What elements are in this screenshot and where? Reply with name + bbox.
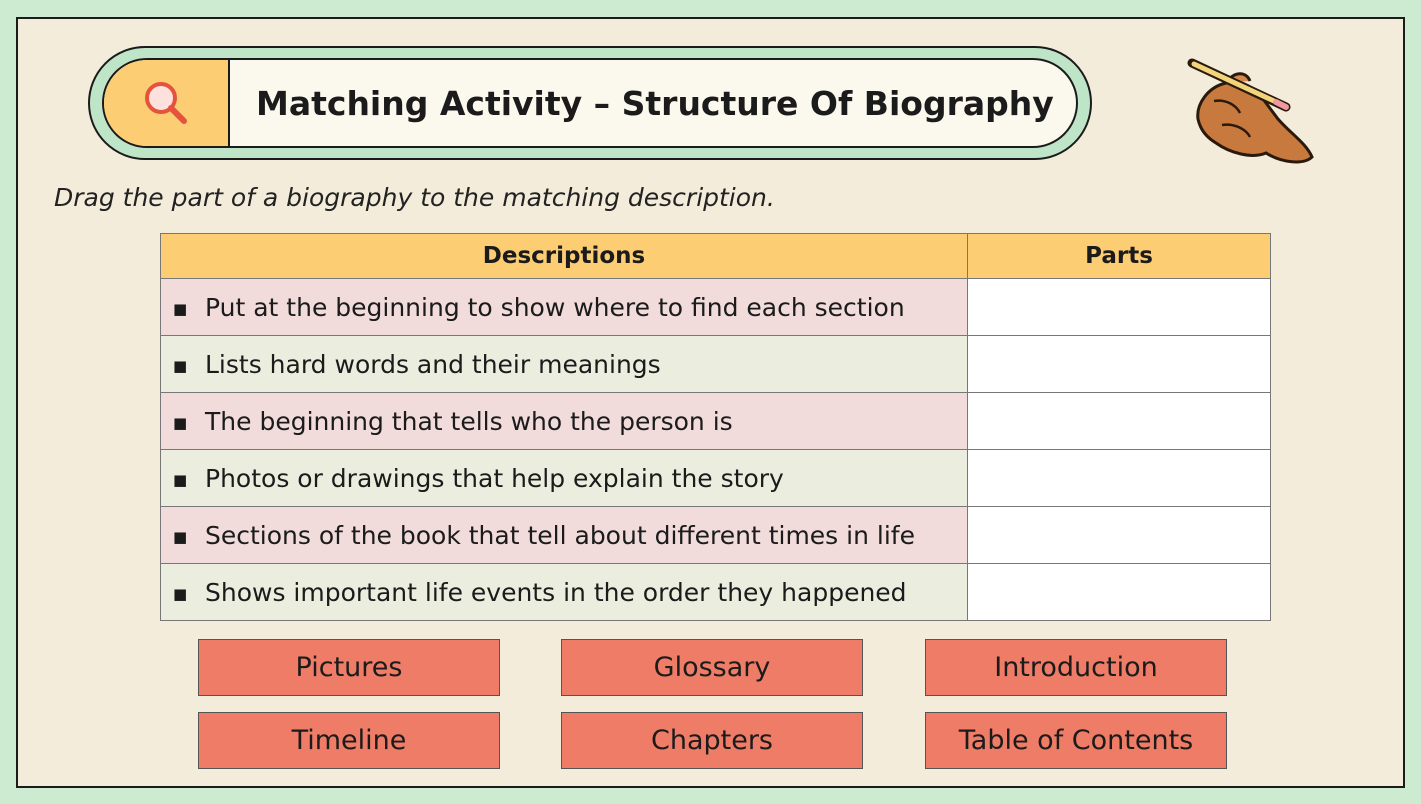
bullet-icon: ■ (173, 584, 188, 603)
description-text: Shows important life events in the order they happened (205, 577, 907, 607)
description-cell (161, 279, 968, 336)
part-drop-zone[interactable] (968, 393, 1271, 450)
table-row (161, 393, 1271, 450)
bullet-icon: ■ (173, 527, 188, 546)
part-drop-zone[interactable] (968, 279, 1271, 336)
matching-table (160, 233, 1271, 621)
title-banner (88, 46, 1092, 160)
option-glossary[interactable]: Glossary (561, 639, 863, 696)
part-drop-zone[interactable] (968, 507, 1271, 564)
option-chapters[interactable]: Chapters (561, 712, 863, 769)
table-row (161, 450, 1271, 507)
table-row (161, 336, 1271, 393)
option-timeline[interactable]: Timeline (198, 712, 500, 769)
activity-card (16, 17, 1405, 788)
description-text: Photos or drawings that help explain the story (205, 463, 784, 493)
hand-writing-icon (1178, 49, 1318, 167)
table-row (161, 564, 1271, 621)
description-text: Sections of the book that tell about different times in life (205, 520, 915, 550)
instruction-text: Drag the part of a biography to the matching description. (54, 183, 775, 212)
parts-header: Parts (968, 234, 1271, 279)
description-cell (161, 393, 968, 450)
description-text: Lists hard words and their meanings (205, 349, 661, 379)
description-cell (161, 450, 968, 507)
bullet-icon: ■ (173, 356, 188, 375)
bullet-icon: ■ (173, 470, 188, 489)
part-drop-zone[interactable] (968, 336, 1271, 393)
option-introduction[interactable]: Introduction (925, 639, 1227, 696)
descriptions-header: Descriptions (161, 234, 968, 279)
description-cell (161, 507, 968, 564)
part-drop-zone[interactable] (968, 564, 1271, 621)
bullet-icon: ■ (173, 413, 188, 432)
description-cell (161, 564, 968, 621)
search-icon-box (104, 60, 230, 146)
table-header-row (161, 234, 1271, 279)
title-banner-inner (102, 58, 1078, 148)
option-pictures[interactable]: Pictures (198, 639, 500, 696)
table-row (161, 279, 1271, 336)
description-cell (161, 336, 968, 393)
description-text: Put at the beginning to show where to find each section (205, 292, 905, 322)
bullet-icon: ■ (173, 299, 188, 318)
magnifier-icon (140, 77, 192, 129)
description-text: The beginning that tells who the person is (205, 406, 733, 436)
option-table-of-contents[interactable]: Table of Contents (925, 712, 1227, 769)
page-title: Matching Activity – Structure Of Biography (256, 83, 1054, 123)
table-row (161, 507, 1271, 564)
part-drop-zone[interactable] (968, 450, 1271, 507)
